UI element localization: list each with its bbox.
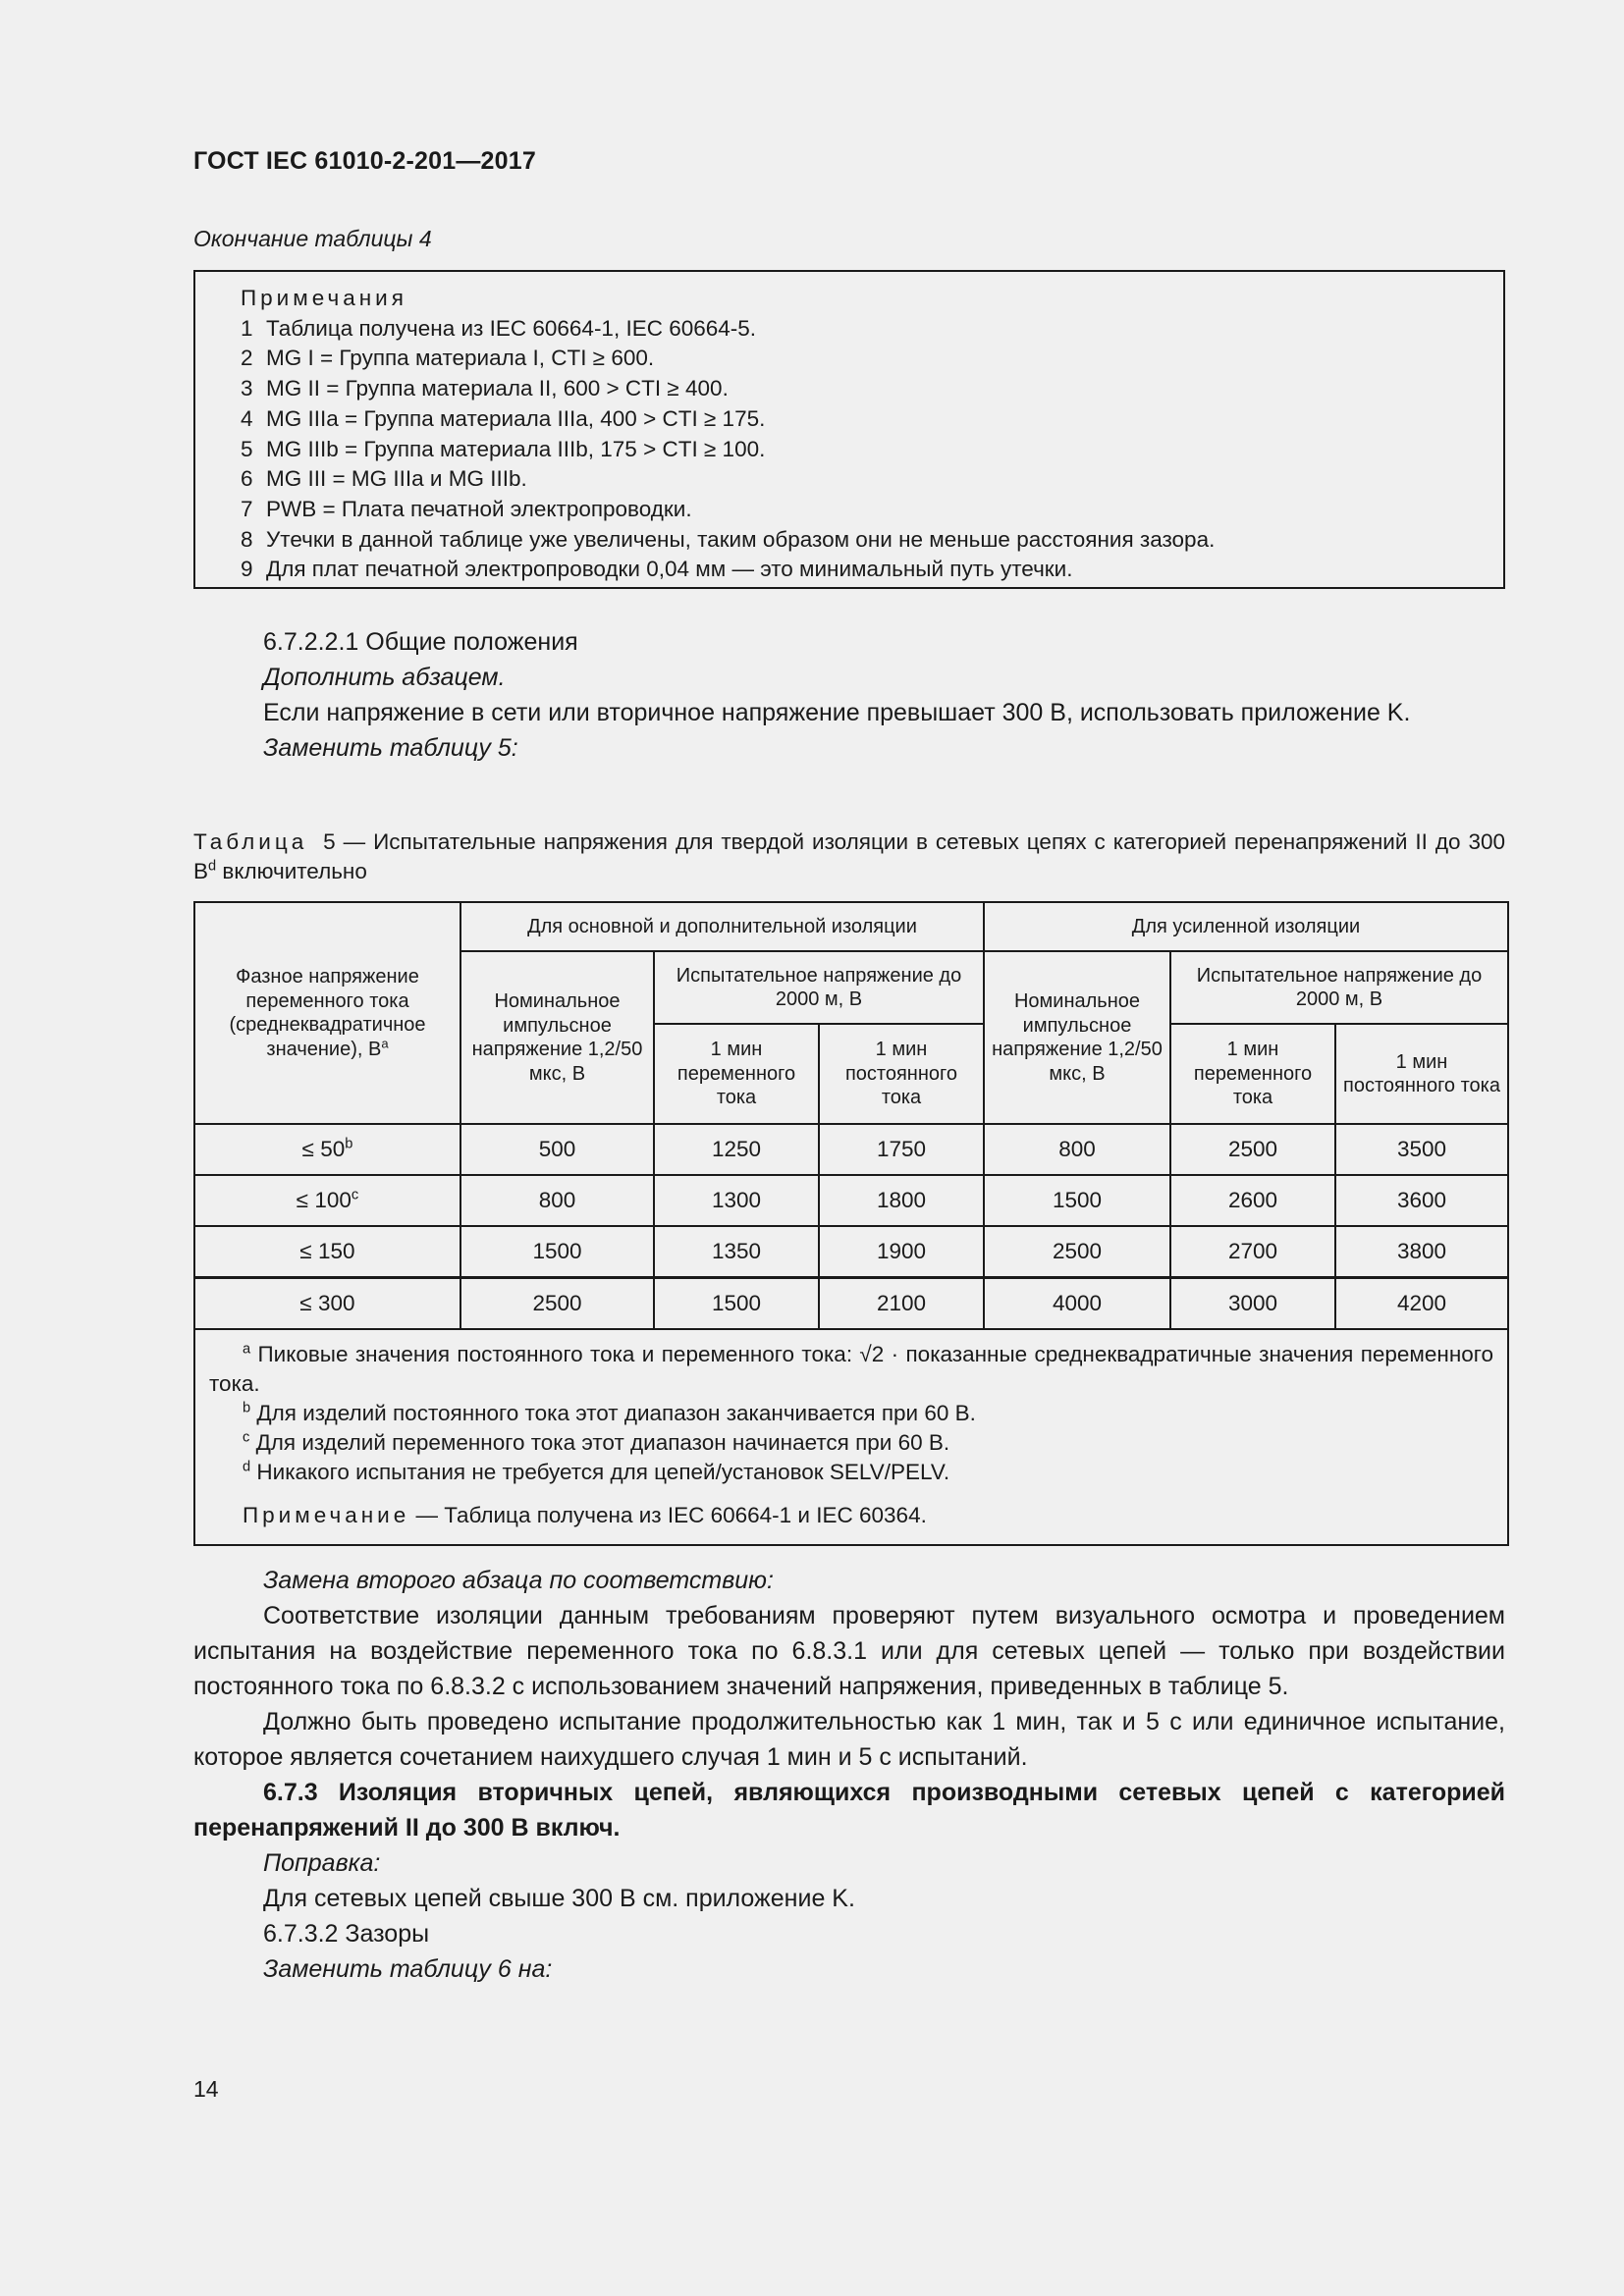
table5-caption-tail: включительно [216,859,367,883]
note-number: 7 [241,496,253,521]
note-number: 9 [241,557,253,582]
compliance-paragraph-1: Соответствие изоляции данным требованиям проверяют путем визуального осмотра и проведением испытания на воздействие переменного тока по 6.8.3.1 или для сетевых цепей — только при воздействии постоянного тока по 6.8.3.2 с использованием значений напряжения, приведенных в таблице 5. [193,1602,1505,1700]
table5-note: Примечание — Таблица получена из IEC 60664-1 и IEC 60364. [243,1503,927,1527]
table5-caption-text: — Испытательные напряжения для твердой изоляции в сетевых цепях с категорией перенапряжений II до 300 В [193,829,1505,883]
header-nominal-impulse-basic: Номинальное импульсное напряжение 1,2/50 мкс, В [460,951,654,1124]
note-number: 5 [241,436,253,461]
table-cell: 1500 [460,1226,654,1278]
document-title: ГОСТ IEC 61010-2-201—2017 [193,147,536,175]
compliance-section [193,1563,1505,1987]
note-item [241,435,1503,465]
table-cell: 3600 [1335,1175,1508,1226]
section-6722-replace-table: Заменить таблицу 5: [263,734,518,762]
note-item [241,495,1503,525]
section-6722-heading: 6.7.2.2.1 Общие положения [263,628,578,656]
compliance-paragraph-2: Должно быть проведено испытание продолжительностью как 1 мин, так и 5 с или единичное испытание, которое является сочетанием наихудшего случая 1 мин и 5 с испытаний. [193,1708,1505,1771]
table-cell: 4000 [984,1278,1170,1330]
table-cell: 2500 [460,1278,654,1330]
compliance-instruction: Замена второго абзаца по соответствию: [263,1567,774,1594]
table5-caption [193,828,1505,886]
note-number: 8 [241,526,253,552]
section-6722-paragraph: Если напряжение в сети или вторичное напряжение превышает 300 В, использовать приложение K. [263,699,1411,726]
table-cell: 3800 [1335,1226,1508,1278]
note-text: MG IIIa = Группа материала IIIa, 400 > CTI ≥ 175. [266,405,766,431]
header-test-voltage-reinforced: Испытательное напряжение до 2000 м, В [1170,951,1508,1024]
note-item [241,525,1503,556]
note-item [241,404,1503,435]
table5-caption-sup: d [208,858,217,875]
note-number: 2 [241,346,253,371]
table-cell: 2600 [1170,1175,1335,1226]
section-673-instruction: Поправка: [263,1849,381,1877]
page-number: 14 [193,2076,219,2102]
table-cell: 2500 [1170,1124,1335,1175]
table-cell: 2700 [1170,1226,1335,1278]
table-cell: 3000 [1170,1278,1335,1330]
note-item [241,374,1503,404]
table-cell: 800 [460,1175,654,1226]
phase-voltage-cell: ≤ 300 [194,1278,460,1330]
note-item [241,344,1503,374]
table-cell: 2100 [819,1278,984,1330]
section-6732-replace-table: Заменить таблицу 6 на: [263,1955,553,1983]
table4-notes-box [193,270,1505,589]
section-6722 [193,624,1505,766]
note-number: 3 [241,376,253,401]
table-cell: 1900 [819,1226,984,1278]
notes-title: Примечания [241,286,407,310]
table-row [194,1124,1508,1175]
table-cell: 4200 [1335,1278,1508,1330]
header-ac-reinforced: 1 мин переменного тока [1170,1024,1335,1124]
table-cell: 1500 [654,1278,819,1330]
note-text: MG II = Группа материала II, 600 > CTI ≥ 400. [266,376,729,401]
note-text: Для плат печатной электропроводки 0,04 мм — это минимальный путь утечки. [266,557,1073,582]
table-row [194,1226,1508,1278]
header-nominal-impulse-reinforced: Номинальное импульсное напряжение 1,2/50 мкс, В [984,951,1170,1124]
note-item [241,464,1503,495]
table-cell: 800 [984,1124,1170,1175]
footnote-a: $^a$ Пиковые значения постоянного тока и переменного тока: √2 · показанные среднеквадратичные значения переменного тока. [209,1341,1493,1396]
table-cell: 1250 [654,1124,819,1175]
table-cell: 3500 [1335,1124,1508,1175]
table-cell: 1300 [654,1175,819,1226]
table-cell: 2500 [984,1226,1170,1278]
table5-footnotes [194,1329,1508,1545]
notes-list [241,314,1503,585]
table5 [193,901,1509,1546]
footnote-b: $^b$ Для изделий постоянного тока этот диапазон заканчивается при 60 В. [243,1400,976,1425]
header-ac-basic: 1 мин переменного тока [654,1024,819,1124]
table-cell: 500 [460,1124,654,1175]
table-row [194,1175,1508,1226]
section-673-paragraph: Для сетевых цепей свыше 300 В см. приложение K. [263,1885,855,1912]
note-number: 6 [241,466,253,492]
footnote-c: $^c$ Для изделий переменного тока этот диапазон начинается при 60 В. [243,1429,950,1455]
table5-caption-number: 5 [323,829,336,854]
phase-voltage-cell: ≤ $50^b$ [194,1124,460,1175]
table-cell: 1500 [984,1175,1170,1226]
note-text: MG III = MG IIIa и MG IIIb. [266,466,527,492]
table-cell: 1350 [654,1226,819,1278]
note-item [241,314,1503,345]
note-item [241,555,1503,585]
table-cell: 1800 [819,1175,984,1226]
section-6732-heading: 6.7.3.2 Зазоры [263,1920,430,1948]
phase-voltage-cell: ≤ $100^c$ [194,1175,460,1226]
note-text: PWB = Плата печатной электропроводки. [266,496,692,521]
table5-body [194,1124,1508,1329]
phase-voltage-cell: ≤ 150 [194,1226,460,1278]
section-6722-instruction: Дополнить абзацем. [263,664,506,691]
note-text: Таблица получена из IEC 60664-1, IEC 60664-5. [266,315,757,341]
header-phase-voltage: Фазное напряжение переменного тока (среднеквадратичное значение), $В^a$ [194,902,460,1124]
table-cell: 1750 [819,1124,984,1175]
footnote-d: $^d$ Никакого испытания не требуется для цепей/установок SELV/PELV. [243,1459,950,1484]
note-text: MG I = Группа материала I, CTI ≥ 600. [266,346,655,371]
note-number: 1 [241,315,253,341]
header-test-voltage-basic: Испытательное напряжение до 2000 м, В [654,951,984,1024]
table4-end-caption: Окончание таблицы 4 [193,226,432,251]
note-number: 4 [241,405,253,431]
section-673-heading: 6.7.3 Изоляция вторичных цепей, являющихся производными сетевых цепей с категорией перенапряжений II до 300 В включ. [193,1779,1505,1842]
header-dc-basic: 1 мин постоянного тока [819,1024,984,1124]
header-dc-reinforced: 1 мин постоянного тока [1335,1024,1508,1124]
header-basic-group: Для основной и дополнительной изоляции [460,902,984,951]
table-row [194,1278,1508,1330]
note-text: Утечки в данной таблице уже увеличены, таким образом они не меньше расстояния зазора. [266,526,1216,552]
header-reinforced-group: Для усиленной изоляции [984,902,1508,951]
table5-caption-label: Таблица [193,829,308,854]
note-text: MG IIIb = Группа материала IIIb, 175 > CTI ≥ 100. [266,436,766,461]
